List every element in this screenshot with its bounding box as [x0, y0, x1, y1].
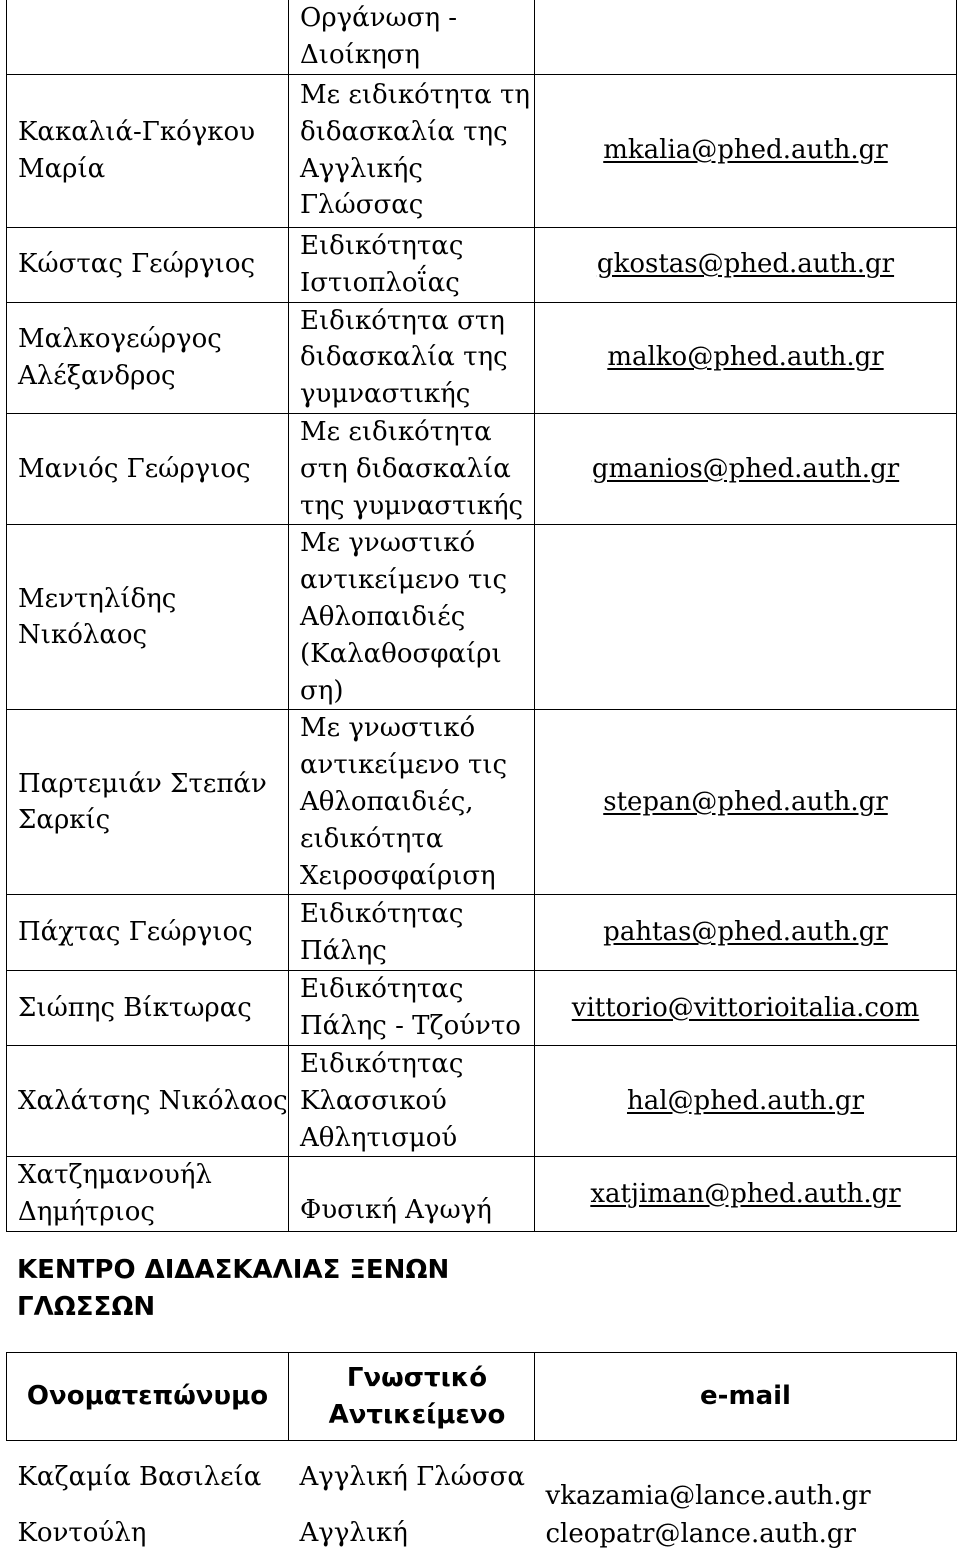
- email-link[interactable]: gmanios@phed.auth.gr: [591, 453, 900, 484]
- email-cell: [535, 413, 957, 524]
- email-cell: [535, 1157, 957, 1232]
- email-link[interactable]: mkalia@phed.auth.gr: [603, 135, 888, 166]
- name-cell: Χατζημανουήλ Δημήτριος: [7, 1157, 289, 1232]
- subject-cell: Ειδικότητας Πάλης - Τζούντο: [289, 971, 535, 1046]
- table-row: [7, 74, 957, 227]
- table-row: [7, 413, 957, 524]
- name-cell: Κοντούλη: [17, 1518, 147, 1549]
- email-cell: [535, 74, 957, 227]
- table-row: [7, 525, 957, 710]
- name-cell: Σιώπης Βίκτωρας: [7, 971, 289, 1046]
- name-cell: Παρτεμιάν Στεπάν Σαρκίς: [7, 710, 289, 895]
- table-row: [7, 895, 957, 971]
- subject-cell: Με γνωστικό αντικείμενο τις Αθλοπαιδιές, ειδικότητα Χειροσφαίριση: [289, 710, 535, 895]
- table-row: [7, 227, 957, 302]
- section-title: ΚΕΝΤΡΟ ΔΙΔΑΣΚΑΛΙΑΣ ΞΕΝΩΝ ΓΛΩΣΣΩΝ: [17, 1255, 450, 1322]
- name-cell: Μεντηλίδης Νικόλαος: [7, 525, 289, 710]
- table-row: [7, 1045, 957, 1156]
- subject-cell: Αγγλική: [299, 1518, 408, 1549]
- subject-cell: Με γνωστικό αντικείμενο τις Αθλοπαιδιές (Καλαθοσφαίρι ση): [289, 525, 535, 710]
- email-link[interactable]: vittorio@vittorioitalia.com: [571, 992, 920, 1023]
- table-row: [7, 1515, 957, 1553]
- name-cell: Μανιός Γεώργιος: [7, 413, 289, 524]
- column-header-name: Ονοματεπώνυμο: [7, 1353, 289, 1441]
- table-row: [7, 1157, 957, 1232]
- subject-cell: Αγγλική Γλώσσα: [289, 1441, 535, 1515]
- subject-cell: Οργάνωση - Διοίκηση: [289, 0, 535, 74]
- subject-cell: Με ειδικότητα τη διδασκαλία της Αγγλικής Γλώσσας: [289, 74, 535, 227]
- name-cell: Καζαμία Βασιλεία: [7, 1441, 289, 1515]
- email-link[interactable]: malko@phed.auth.gr: [607, 342, 884, 373]
- subject-cell: Ειδικότητας Πάλης: [289, 895, 535, 971]
- table-row: [7, 0, 957, 74]
- name-cell: Πάχτας Γεώργιος: [7, 895, 289, 971]
- email-link[interactable]: pahtas@phed.auth.gr: [603, 917, 888, 948]
- table-row: [7, 1441, 957, 1515]
- email-link[interactable]: xatjiman@phed.auth.gr: [590, 1178, 901, 1209]
- email-link[interactable]: hal@phed.auth.gr: [626, 1085, 865, 1116]
- name-cell: Χαλάτσης Νικόλαος: [7, 1045, 289, 1156]
- name-cell: [7, 0, 289, 74]
- email-cell: [535, 302, 957, 413]
- subject-cell: Ειδικότητας Κλασσικού Αθλητισμού: [289, 1045, 535, 1156]
- column-header-subject: Γνωστικό Αντικείμενο: [289, 1353, 535, 1441]
- name-cell: Κακαλιά-Γκόγκου Μαρία: [7, 74, 289, 227]
- email-cell: vkazamia@lance.auth.gr: [535, 1441, 957, 1515]
- email-cell: cleopatr@lance.auth.gr: [545, 1518, 856, 1549]
- subject-cell: Με ειδικότητα στη διδασκαλία της γυμναστικής: [289, 413, 535, 524]
- table-row: [7, 710, 957, 895]
- email-cell: [535, 525, 957, 710]
- table-row: [7, 971, 957, 1046]
- language-centre-table: [6, 1352, 957, 1553]
- subject-cell: Ειδικότητα στη διδασκαλία της γυμναστικής: [289, 302, 535, 413]
- email-cell: [535, 895, 957, 971]
- subject-cell: Ειδικότητας Ιστιοπλοΐας: [289, 227, 535, 302]
- name-cell: Μαλκογεώργος Αλέξανδρος: [7, 302, 289, 413]
- subject-cell: Φυσική Αγωγή: [289, 1157, 535, 1232]
- email-cell: [535, 971, 957, 1046]
- email-cell: [535, 710, 957, 895]
- name-cell: Κώστας Γεώργιος: [7, 227, 289, 302]
- email-cell: [535, 1045, 957, 1156]
- email-link[interactable]: stepan@phed.auth.gr: [603, 786, 888, 817]
- email-cell: [535, 227, 957, 302]
- email-cell: [535, 0, 957, 74]
- column-header-email: e-mail: [535, 1353, 957, 1441]
- table-row: [7, 302, 957, 413]
- email-link[interactable]: gkostas@phed.auth.gr: [596, 249, 895, 280]
- header-row: [7, 1353, 957, 1441]
- staff-table: [6, 0, 957, 1232]
